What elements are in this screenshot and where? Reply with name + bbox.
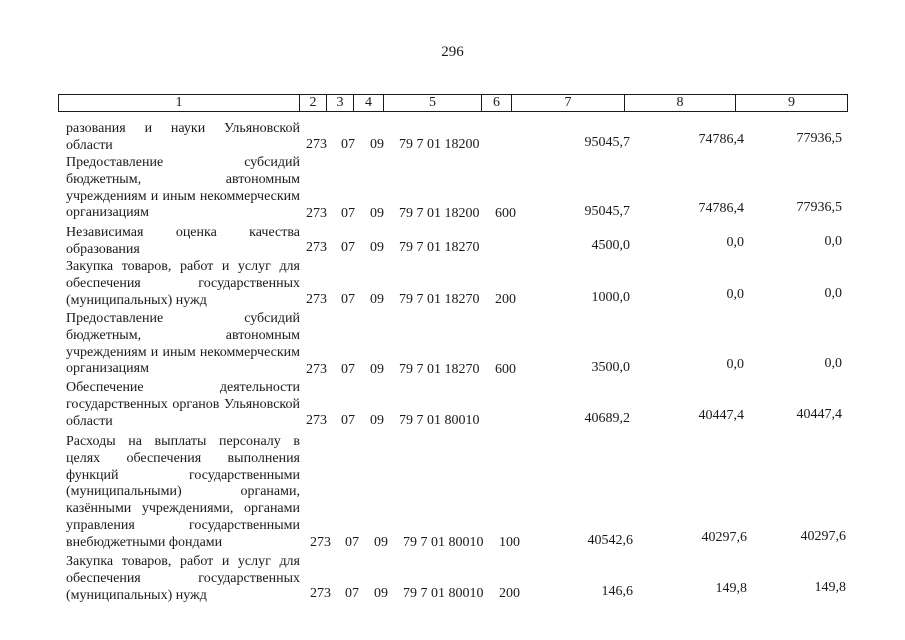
row-code-4: 09 bbox=[374, 586, 388, 601]
row-value-9: 40297,6 bbox=[800, 529, 846, 544]
row-value-8: 0,0 bbox=[726, 235, 744, 250]
row-description: Закупка товаров, работ и услуг для обеспечения государственных (муниципальных) нужд bbox=[66, 259, 300, 308]
table-header bbox=[58, 94, 848, 112]
row-value-7: 4500,0 bbox=[591, 238, 630, 253]
row-code-4: 09 bbox=[370, 362, 384, 377]
row-code-5: 79 7 01 18200 bbox=[399, 206, 480, 221]
row-code-3: 07 bbox=[341, 292, 355, 307]
row-value-9: 77936,5 bbox=[796, 131, 842, 146]
page-number: 296 bbox=[441, 44, 464, 60]
row-description: Предоставление субсидий бюджетным, автономным учреждениям и иным некоммерческим организациям bbox=[66, 155, 300, 221]
column-header-7: 7 bbox=[512, 95, 625, 111]
column-header-2: 2 bbox=[300, 95, 327, 111]
row-value-9: 0,0 bbox=[824, 356, 842, 371]
row-code-4: 09 bbox=[370, 137, 384, 152]
row-code-6: 600 bbox=[495, 362, 516, 377]
row-code-6: 600 bbox=[495, 206, 516, 221]
row-value-8: 74786,4 bbox=[698, 201, 744, 216]
row-code-5: 79 7 01 80010 bbox=[403, 586, 484, 601]
row-value-9: 77936,5 bbox=[796, 200, 842, 215]
row-description: Закупка товаров, работ и услуг для обеспечения государственных (муниципальных) нужд bbox=[66, 554, 300, 603]
column-header-9: 9 bbox=[788, 95, 795, 110]
row-code-4: 09 bbox=[370, 292, 384, 307]
row-code-3: 07 bbox=[341, 137, 355, 152]
row-code-4: 09 bbox=[374, 535, 388, 550]
row-value-7: 1000,0 bbox=[591, 290, 630, 305]
column-header-8: 8 bbox=[625, 95, 736, 111]
row-value-8: 0,0 bbox=[726, 357, 744, 372]
row-value-8: 40297,6 bbox=[701, 530, 747, 545]
row-code-4: 09 bbox=[370, 240, 384, 255]
row-code-2: 273 bbox=[306, 137, 327, 152]
column-header-5: 5 bbox=[384, 95, 482, 111]
row-value-8: 149,8 bbox=[715, 581, 747, 596]
row-value-9: 0,0 bbox=[824, 234, 842, 249]
row-value-7: 40689,2 bbox=[584, 411, 630, 426]
row-code-5: 79 7 01 80010 bbox=[403, 535, 484, 550]
row-value-7: 40542,6 bbox=[587, 533, 633, 548]
row-code-2: 273 bbox=[306, 413, 327, 428]
row-code-2: 273 bbox=[306, 362, 327, 377]
row-value-9: 149,8 bbox=[814, 580, 846, 595]
column-header-6: 6 bbox=[482, 95, 512, 111]
row-value-7: 95045,7 bbox=[584, 204, 630, 219]
row-code-3: 07 bbox=[345, 535, 359, 550]
row-description: Расходы на выплаты персоналу в целях обеспечения выполнения функций государственными (муниципальными) органами, казёнными учреждениями, органами управления государственными внебюджетными фондами bbox=[66, 434, 300, 550]
row-code-3: 07 bbox=[341, 240, 355, 255]
column-header-4: 4 bbox=[354, 95, 384, 111]
row-description: Обеспечение деятельности государственных органов Ульяновской области bbox=[66, 380, 300, 429]
row-code-2: 273 bbox=[306, 206, 327, 221]
row-value-7: 3500,0 bbox=[591, 360, 630, 375]
row-code-3: 07 bbox=[341, 206, 355, 221]
row-code-6: 100 bbox=[499, 535, 520, 550]
row-code-2: 273 bbox=[306, 292, 327, 307]
row-code-5: 79 7 01 80010 bbox=[399, 413, 480, 428]
row-code-5: 79 7 01 18270 bbox=[399, 292, 480, 307]
row-code-2: 273 bbox=[306, 240, 327, 255]
row-code-3: 07 bbox=[341, 362, 355, 377]
row-value-9: 40447,4 bbox=[796, 407, 842, 422]
row-code-6: 200 bbox=[499, 586, 520, 601]
row-value-8: 74786,4 bbox=[698, 132, 744, 147]
column-header-3: 3 bbox=[327, 95, 354, 111]
row-code-4: 09 bbox=[370, 206, 384, 221]
row-description: Предоставление субсидий бюджетным, автономным учреждениям и иным некоммерческим организациям bbox=[66, 311, 300, 377]
row-description: Независимая оценка качества образования bbox=[66, 225, 300, 257]
row-code-3: 07 bbox=[341, 413, 355, 428]
row-code-5: 79 7 01 18270 bbox=[399, 240, 480, 255]
row-code-6: 200 bbox=[495, 292, 516, 307]
row-code-2: 273 bbox=[310, 586, 331, 601]
row-value-8: 0,0 bbox=[726, 287, 744, 302]
row-value-7: 146,6 bbox=[601, 584, 633, 599]
row-description: разования и науки Ульяновской области bbox=[66, 121, 300, 153]
row-code-5: 79 7 01 18270 bbox=[399, 362, 480, 377]
row-value-9: 0,0 bbox=[824, 286, 842, 301]
row-code-2: 273 bbox=[310, 535, 331, 550]
row-value-8: 40447,4 bbox=[698, 408, 744, 423]
row-value-7: 95045,7 bbox=[584, 135, 630, 150]
row-code-3: 07 bbox=[345, 586, 359, 601]
row-code-4: 09 bbox=[370, 413, 384, 428]
row-code-5: 79 7 01 18200 bbox=[399, 137, 480, 152]
column-header-1: 1 bbox=[59, 95, 300, 111]
